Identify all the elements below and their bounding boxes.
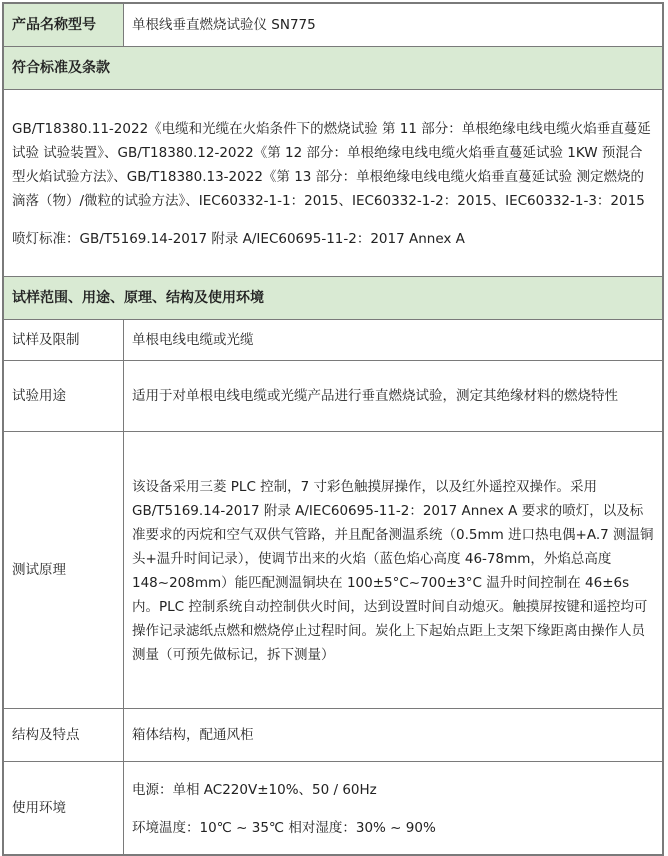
environment-label: 使用环境 [4, 762, 124, 855]
scope-header-row [4, 277, 663, 320]
structure-label: 结构及特点 [4, 709, 124, 762]
spec-table [3, 3, 663, 855]
product-value: 单根线垂直燃烧试验仪 SN775 [124, 4, 663, 47]
standards-paragraph-1: GB/T18380.11-2022《电缆和光缆在火焰条件下的燃烧试验 第 11 部分：单根绝缘电线电缆火焰垂直蔓延试验 试验装置》、GB/T18380.12-2022《第 12 部分：单根绝缘电线电缆火焰垂直蔓延试验 1KW 预混合型火焰试验方法》、GB/T18380.13-2022《第 13 部分：单根绝缘电线电缆火焰垂直蔓延试验 测定燃烧的滴落（物）/微粒的试验方法》、IEC60332-1-1：2015、IEC60332-1-2：2015、IEC60332-1-3：2015 [12, 121, 651, 209]
sample-row [4, 320, 663, 361]
sample-label: 试样及限制 [4, 320, 124, 361]
environment-power: 电源：单相 AC220V±10%、50 / 60Hz [132, 782, 377, 798]
structure-row [4, 709, 663, 762]
standards-paragraph-2: 喷灯标准：GB/T5169.14-2017 附录 A/IEC60695-11-2：2017 Annex A [12, 231, 465, 247]
standards-content [4, 90, 663, 277]
purpose-label: 试验用途 [4, 361, 124, 432]
environment-value [124, 762, 663, 855]
principle-row [4, 432, 663, 709]
standards-content-row [4, 90, 663, 277]
spec-document [2, 2, 664, 856]
sample-value: 单根电线电缆或光缆 [124, 320, 663, 361]
standards-header-row [4, 47, 663, 90]
principle-label: 测试原理 [4, 432, 124, 709]
environment-row [4, 762, 663, 855]
standards-heading: 符合标准及条款 [4, 47, 663, 90]
scope-heading: 试样范围、用途、原理、结构及使用环境 [4, 277, 663, 320]
structure-value: 箱体结构，配通风柜 [124, 709, 663, 762]
product-label: 产品名称型号 [4, 4, 124, 47]
purpose-value: 适用于对单根电线电缆或光缆产品进行垂直燃烧试验，测定其绝缘材料的燃烧特性 [124, 361, 663, 432]
purpose-row [4, 361, 663, 432]
principle-value [124, 432, 663, 709]
product-row [4, 4, 663, 47]
principle-text: 该设备采用三菱 PLC 控制，7 寸彩色触摸屏操作，以及红外遥控双操作。采用 GB/T5169.14-2017 附录 A/IEC60695-11-2：2017 Annex A 要求的喷灯，以及标准要求的丙烷和空气双供气管路，并且配备测温系统（0.5mm 进口热电偶+A.7 测温铜头+温升时间记录），使调节出来的火焰（蓝色焰心高度 46-78mm，外焰总高度 148~208mm）能匹配测温铜块在 100±5°C~700±3°C 温升时间控制在 46±6s 内。PLC 控制系统自动控制供火时间，达到设置时间自动熄灭。触摸屏按键和遥控均可操作记录滤纸点燃和燃烧停止过程时间。炭化上下起始点距上支架下缘距离由操作人员测量（可预先做标记，拆下测量） [132, 479, 654, 663]
environment-climate: 环境温度：10℃ ~ 35℃ 相对湿度：30% ~ 90% [132, 820, 436, 836]
